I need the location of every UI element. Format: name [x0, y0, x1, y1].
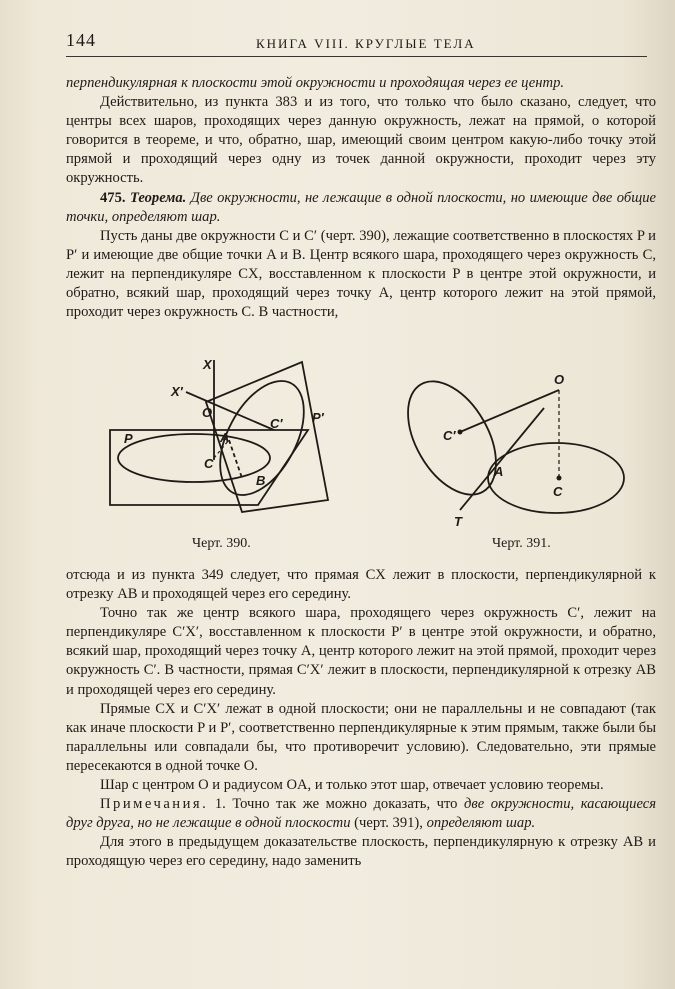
label-p-prime: P′ [312, 410, 324, 425]
label-a-391: A [494, 464, 504, 479]
figures-svg [66, 350, 656, 570]
figure-390-drawing [110, 360, 328, 512]
figure-391-drawing [390, 366, 624, 513]
point-c-391 [557, 476, 562, 481]
figures-area [66, 350, 656, 570]
paragraph-intersection: Прямые CX и C′X′ лежат в одной плоскости; они не параллельны и не совпадают (так как иначе плоскости P и P′, соответственно перпендикулярные к этим прямым, также были бы параллельны или совпадали бы, что противоречит условию). Следовательно, эти прямые пересекаются в одной точке O. [66, 700, 656, 774]
paragraph-cx-prime: Точно так же центр всякого шара, проходящего через окружность C′, лежит на перпендикуляре C′X′, восставленном к плоскости P′ в центре этой окружности, и обратно, всякий шар, проходящий через точку A, центр которого лежит на этой прямой, проходит через окружность C′. В частности, прямая C′X′ лежит в плоскости, перпендикулярной к отрезку AB и проходящей через его середину. [66, 605, 656, 698]
bottom-text-block [66, 566, 656, 872]
figure-391-caption: Черт. 391. [492, 536, 551, 551]
remark-1-mid: (черт. 391), [354, 815, 423, 832]
paragraph-sphere: Шар с центром O и радиусом OA, и только этот шар, отвечает условию теоремы. [100, 777, 604, 794]
theorem-paragraph [66, 189, 656, 227]
remark-1-lead: 1. Точно так же можно доказать, что [214, 796, 458, 813]
paragraph-proof: Действительно, из пункта 383 и из того, что только что было сказано, следует, что центры всех шаров, проходящих через данную окружность, лежат на прямой, о которой говорится в теореме, и что, обратно, шар, имеющий своим центром какую-либо точку этой прямой и проходящий через одну из точек данной окружности, проходит через эту окружность. [66, 94, 656, 187]
remarks-word: Примечания. [100, 796, 209, 813]
tangent-t [460, 408, 544, 510]
label-p: P [124, 431, 133, 446]
chord-ab [229, 440, 242, 478]
label-c: C [204, 456, 214, 471]
paragraph-continuation: перпендикулярная к плоскости этой окружности и проходящая через ее центр. [66, 75, 565, 91]
figure-390-caption: Черт. 390. [192, 536, 251, 551]
label-a: A [220, 430, 230, 445]
remark-1-italic: две окружности, касающиеся друг друга, но не лежащие в одной плоскости [66, 796, 656, 832]
page-header [66, 26, 647, 57]
label-o-391: O [554, 372, 565, 387]
label-t-391: T [454, 514, 462, 529]
line-c-prime-o [460, 390, 559, 432]
label-c-391: C [553, 484, 563, 499]
page-number: 144 [66, 30, 96, 50]
label-x: X [203, 357, 212, 372]
circle-c-391 [488, 443, 624, 513]
point-c-prime-391 [458, 430, 463, 435]
label-c-prime-391: C′ [443, 428, 456, 443]
paragraph-conclusion-cx: отсюда и из пункта 349 следует, что прямая CX лежит в плоскости, перпендикулярной к отрезку AB и проходящей через его середину. [66, 567, 656, 603]
theorem-number: 475. [100, 189, 126, 206]
paragraph-remarks [66, 795, 656, 833]
circle-c [118, 434, 270, 482]
paragraph-setup: Пусть даны две окружности C и C′ (черт. 390), лежащие соответственно в плоскостях P и P′ и имеющие две общие точки A и B. Центр всякого шара, проходящего через окружность C, лежит на перпендикуляре CX, восставленном к плоскости P в центре этой окружности, и обратно, всякий шар, проходящий через точку A, центр которого лежит на этой прямой, проходит через окружность C. В частности, [66, 227, 656, 321]
theorem-word: Теорема. [129, 189, 187, 206]
label-x-prime: X′ [171, 384, 183, 399]
theorem-statement: Две окружности, не лежащие в одной плоскости, но имеющие две общие точки, определяют шар. [66, 189, 656, 225]
label-c-prime: C′ [270, 416, 283, 431]
label-b: B [256, 473, 266, 488]
paragraph-final: Для этого в предыдущем доказательстве плоскость, перпендикулярную к отрезку AB и проходящую через его середину, надо заменить [66, 834, 656, 870]
running-title: КНИГА VIII. КРУГЛЫЕ ТЕЛА [256, 36, 476, 51]
remark-1-end: определяют шар. [426, 815, 536, 832]
top-text-block [66, 74, 656, 322]
label-o: O [202, 405, 213, 420]
